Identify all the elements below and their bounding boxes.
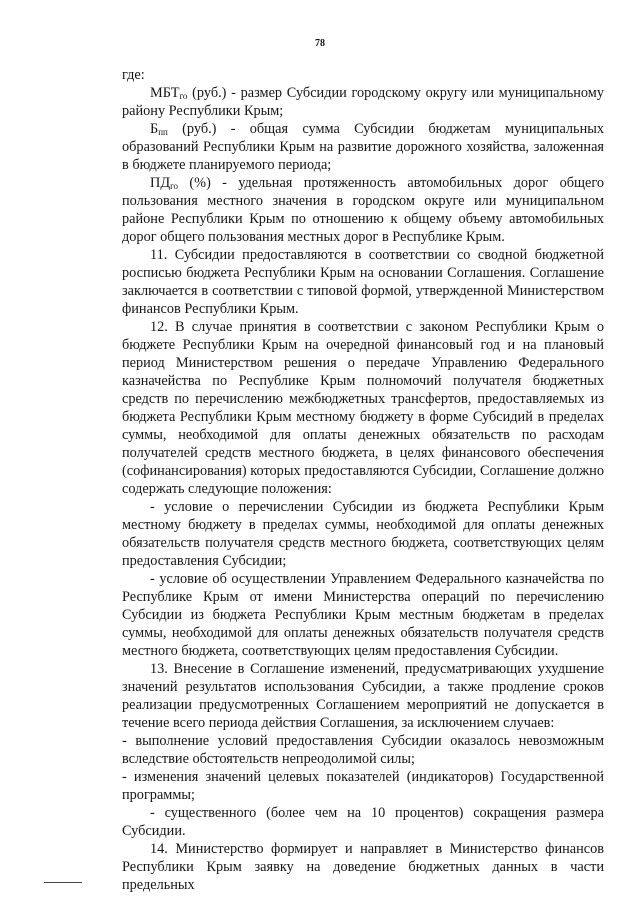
paragraph-13-item-1: - выполнение условий предоставления Субсидии оказалось невозможным вследствие обстоятельств непреодолимой силы; (122, 733, 604, 767)
symbol-bpp: Б (150, 121, 159, 137)
definition-pd (122, 174, 604, 246)
symbol-pd-subscript: го (170, 181, 179, 191)
paragraph-13: 13. Внесение в Соглашение изменений, предусматривающих ухудшение значений результатов использования Субсидии, а также продление сроков реализации предусмотренных Соглашением мероприятий не допускается в течение всего периода действия Соглашения, за исключением случаев: (122, 661, 604, 731)
paragraph-11: 11. Субсидии предоставляются в соответствии со сводной бюджетной росписью бюджета Республики Крым на основании Соглашения. Соглашение заключается в соответствии с типовой формой, утвержденной Министерством финансов Республики Крым. (122, 247, 604, 317)
document-body (122, 66, 604, 894)
definition-mbt-text: (руб.) - размер Субсидии городскому округу или муниципальному району Республики Крым; (122, 85, 604, 119)
intro-text: где: (122, 67, 145, 83)
definition-bpp-text: (руб.) - общая сумма Субсидии бюджетам муниципальных образований Республики Крым на развитие дорожного хозяйства, заложенная в бюджете планируемого периода; (122, 121, 604, 173)
footer-divider (44, 882, 82, 883)
definition-bpp (122, 120, 604, 174)
definition-mbt (122, 84, 604, 120)
symbol-bpp-subscript: пп (158, 127, 168, 137)
paragraph-13-item-3: - существенного (более чем на 10 процентов) сокращения размера Субсидии. (122, 805, 604, 839)
definition-pd-text: (%) - удельная протяженность автомобильных дорог общего пользования местного значения в городском округе или муниципальном районе Республики Крым по отношению к общему объему автомобильных дорог общего пользования местных дорог в Республике Крым. (122, 175, 604, 245)
symbol-pd: ПД (150, 175, 171, 191)
paragraph-13-item-2: - изменения значений целевых показателей (индикаторов) Государственной программы; (122, 769, 604, 803)
page-number: 78 (315, 38, 325, 49)
paragraph-12: 12. В случае принятия в соответствии с законом Республики Крым о бюджете Республики Крым на очередной финансовый год и на плановый период Министерством решения о передаче Управлению Федерального казначейства по Республике Крым полномочий получателя бюджетных средств по перечислению межбюджетных трансфертов, предоставляемых из бюджета Республики Крым местному бюджету в форме Субсидий в пределах суммы, необходимой для оплаты денежных обязательств по расходам получателей средств местного бюджета, в целях финансового обеспечения (софинансирования) которых предоставляются Субсидии, Соглашение должно содержать следующие положения: (122, 319, 604, 497)
paragraph-14: 14. Министерство формирует и направляет в Министерство финансов Республики Крым заявку на доведение бюджетных данных в части предельных (122, 841, 604, 893)
symbol-mbt: МБТ (150, 85, 180, 101)
paragraph-12-item-2: - условие об осуществлении Управлением Федерального казначейства по Республике Крым от имени Министерства операций по перечислению Субсидии из бюджета Республики Крым местным бюджетам в пределах суммы, необходимой для оплаты денежных обязательств получателя средств местного бюджета, соответствующих целям предоставления Субсидии. (122, 571, 604, 659)
symbol-mbt-subscript: го (179, 91, 188, 101)
paragraph-12-item-1: - условие о перечислении Субсидии из бюджета Республики Крым местному бюджету в пределах суммы, необходимой для оплаты денежных обязательств получателя средств местного бюджета, соответствующих целям предоставления Субсидии; (122, 499, 604, 569)
